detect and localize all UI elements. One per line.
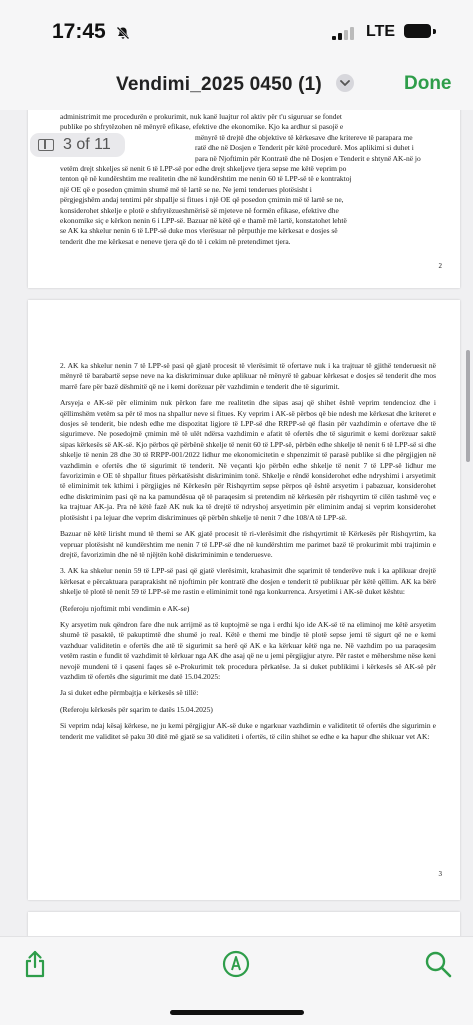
text-line: përgjegjshëm andaj tentimi për shpallje si fitues i një OE që posedon çmimin më të lartë se ne, [60,195,344,205]
sidebar-pages-icon [38,139,54,151]
home-indicator[interactable] [170,1010,304,1015]
markup-pen-icon[interactable] [221,949,251,979]
chevron-down-icon [340,79,350,87]
bell-slash-icon [116,26,130,40]
text-line: para në Njoftimin për Kontratë dhe në Dosjen e Tenderit e shtynë AK-në jo [195,153,421,163]
text-line: mënyrë të drejtë dhe objektive të kërkesave dhe kritereve të parapara me [195,132,413,142]
paragraph: Ja si duket edhe përmbajtja e kërkesës së tillë: [60,688,199,698]
text-line: vetëm drejt shkeljes së nenit 6 të LPP-së por edhe drejt shkeljeve tjera sepse me këtë veprim po [60,164,347,174]
paragraph: Bazuar në këtë lirisht mund të themi se AK gjatë procesit të ri-vlerësimit dhe rishqyrtimit të Kërkesës për Rishqyrtim, ka vepruar plotësisht në kundërshtim me nenin 7 të LPP-së dhe në kundërshtim me parimet bazë të prokurimit mbi trajtimin e drejtë, favorizimin dhe në të njëjtën kohë diskriminimin e tenderuesve. [60,529,436,559]
text-line: se AK ka shkelur nenin 6 të LPP-së duke mos vlerësuar në përputhje me kërkesat e dosjes së [60,226,338,236]
text-line: konsiderohet shkelje e plotë e shfrytëzueshmërisë së mjeteve në formën efikase, efektive dhe [60,205,339,215]
paragraph: Ky arsyetim nuk qëndron fare dhe nuk arrijmë as të kuptojmë se nga i erdhi kjo ide AK-së të na eliminoj me këtë arsyetim shumë të pasaktë, të pakuptimtë dhe shumë jo real. Këtë e themi me bindje të plotë sepse jemi të sigurt që ne e kemi vazhduar validitetin e ofertës dhe atë të sigurimit sa herë që AK e ka kërkuar këtë nga ne. Në vazhdim po ua paraqesim vetëm rastin e fundit të vazhdimit të kërkuar nga AK dhe asaj që ne u jemi përgjigjur atyre. Për rastet e mëhershme nëse keni nevojë mundeni të i qaseni faqes së e-Prokurimit tek procedura përkatëse. Ja si duket publikimi i kërkesës së AK-së për vazhdim të ofertës dhe sigurimit me datë 15.04.2025: [60,619,436,681]
battery-icon [404,24,431,38]
status-time: 17:45 [52,20,106,43]
paragraph: Si veprim ndaj kësaj kërkese, ne ju kemi përgjigjur AK-së duke e ngarkuar vazhdimin e validitetit të ofertës dhe sigurimin e tenderit me validitet së paku 30 ditë më gjatë se sa validiteti i ofertës, të cilin shihet se edhe e ka hapur dhe shikuar vet AK: [60,721,436,741]
done-button[interactable]: Done [404,73,452,94]
search-icon[interactable] [423,949,453,979]
text-line: ratë dhe në Dosjen e Tenderit për këtë procedurë. Mos aplikimi si duhet i [195,143,414,153]
page-number: 2 [438,262,442,270]
battery-tip [433,29,436,34]
paragraph: 2. AK ka shkelur nenin 7 të LPP-së pasi që gjatë procesit të vlerësimit të ofertave nuk i ka trajtuar të gjithë tenderuesit në mënyrë të barabartë sepse neve na ka diskriminuar duke aplikuar në mënyrë të gabuar kërkesat e dosjes së tenderit dhe mos marrë fare për bazë dëshmitë që ne i kemi dorëzuar për vazhdimin e tenderit dhe të sigurimit. [60,361,436,391]
page-number: 3 [438,870,442,878]
paragraph: Arsyeja e AK-së për eliminim nuk përkon fare me realitetin dhe sipas asaj që shihet është veprim tendencioz dhe i qëllimshëm vetëm sa për të mos na shpallur neve si fitues. Ky veprim i AK-së përbos që bie ndesh me kërkesat dhe kriteret e dosjes së tenderit, bie ndesh edhe me dispozitat ligjore të LPP-së dhe RRPP-së që flasin për vazhdimin e ofertave dhe të sigurimeve. Ne posedojmë çmimin më të ulët ndërsa vazhdimin e afatit të ofertës dhe të sigurimit e kemi dorëzuar saktë sipas kërkesës së AK-së. Kjo përbos që përbënë shkelje të nenit 60 të LPP-së, përbën edhe shkelje të nenit 6 të LPP-së si dhe shkelje të nenin 28 dhe 30 të RRPP-001/2022 lidhur me ekonomicitetin e shpenzimit të parasë publike si dhe përgjigjen në vazhdimin e ofertës dhe të sigurimit të tenderit. Në veçanti kjo përbën edhe shkelje të nenit 7 të LPP-së lidhur me favorizimin e OE të shpallur fitues përkatësisht diskriminim tonë. Shkelje e rëndë konsiderohet edhe ndryshimi i arsyetimit të eliminimit tek kthimi i përgjigjes në Kërkesën për Rishqyrtim sepse përpos që është arsyetim i pabazuar, konsiderohet edhe diskriminim pasi që na ka pamundësua që të paraqesim si pretendim në kërkesën për rishqyrtim të cilën tashmë veç e ka trajtuar AK-ja. Pra në këtë fazë AK nuk ka të drejtë të ndryshoj arsyetimin për eliminim andaj si veprim konsiderohet plotësisht i pa lejuar dhe veprim diskriminues që përbën shkelje të nenit 7 dhe 108/A të LPP-së. [60,398,436,522]
document-viewer[interactable] [0,110,473,936]
scrollbar[interactable] [466,350,470,462]
document-title[interactable]: Vendimi_2025 0450 (1) [116,74,322,95]
paragraph: (Referoju njoftimit mbi vendimin e AK-se) [60,603,190,613]
paragraph: 3. AK ka shkelur nenin 59 të LPP-së pasi që gjatë vlerësimit, krahasimit dhe sqarimit të tenderëve nuk i ka aplikuar drejtë kërkesat e përcaktuara paraprakisht në njoftimin për kontratë dhe dosjen e tenderit të publikuar për këtë qëllim. AK ka bërë shkelje të plotë të nenit 59 të LPP-së me rastin e eliminimit tonë nga konkurrenca. Arsyetimi i AK-së duket kështu: [60,566,436,597]
document-page [28,912,460,936]
navigation-bar [0,66,473,110]
text-line: administrimit me procedurën e prokurimit, nuk kanë luajtur rol aktiv për t'u siguruar se fondet [60,112,342,121]
page-text [60,361,436,748]
document-page [28,300,460,900]
page-counter: 3 of 11 [63,136,111,153]
text-line: një OE që e posedon çmimin shumë më të lartë se ne. Ne jemi tenderues plotësisht i [60,184,312,194]
text-line: publike po shfrytëzohen në mënyrë efikase, efektive dhe ekonomike. Kjo ka ardhur si pasojë e [60,122,344,132]
signal-strength-icon [332,26,356,40]
text-line: ekonomike siç e kërkon nenin 6 i LPP-së. Bazuar në këtë që e thamë më lartë, konstatohet lehtë [60,216,347,226]
title-menu-button[interactable] [336,74,354,92]
share-icon[interactable] [20,949,50,979]
status-bar [0,0,473,66]
network-type: LTE [366,23,396,40]
page-counter-badge[interactable] [30,133,125,157]
text-line: tenderit dhe me kërkesat e neneve tjera që do të i cekim në pretendimet tjera. [60,236,291,246]
paragraph: (Referoju kërkesës për sqarim te datës 15.04.2025) [60,704,213,714]
text-line: tenton që në kundërshtim me realitetin dhe në kundërshtim me nenin 60 të LPP-së të e kontraktoj [60,174,352,184]
